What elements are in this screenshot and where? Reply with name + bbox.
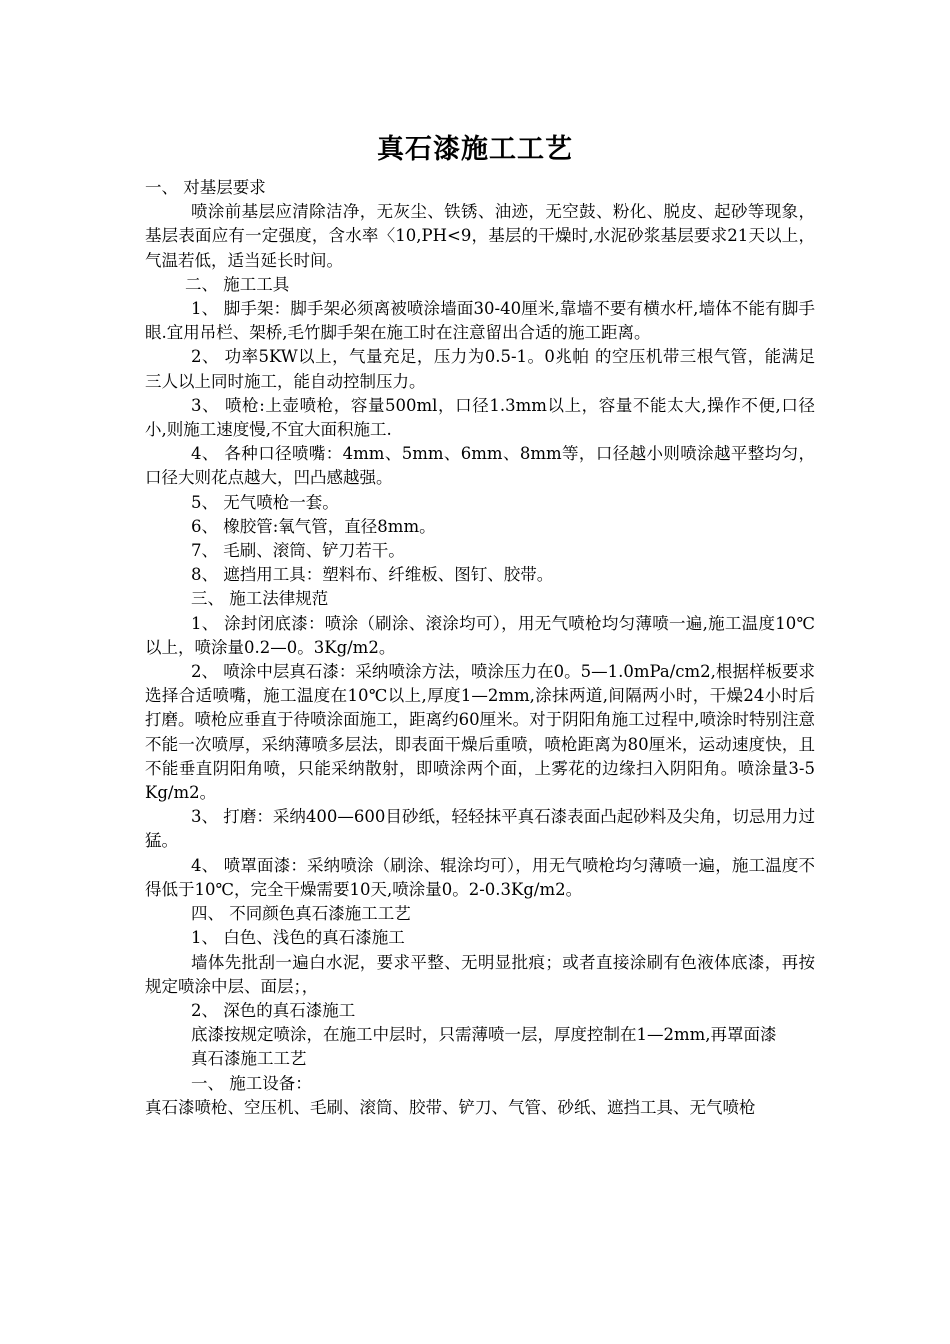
paragraph: 2、 深色的真石漆施工 [191, 1000, 356, 1020]
paragraph: 8、 遮挡用工具：塑料布、纤维板、图钉、胶带。 [191, 565, 554, 585]
paragraph: 墙体先批刮一遍白水泥，要求平整、无明显批痕；或者直接涂刷有色液体底漆，再按规定喷涂中层、面层；， [145, 952, 815, 996]
paragraph: 三、 施工法律规范 [191, 589, 329, 609]
paragraph: 4、 各种口径喷嘴：4mm、5mm、6mm、8mm等，口径越小则喷涂越平整均匀，口径大则花点越大，凹凸感越强。 [145, 444, 815, 488]
paragraph: 一、 对基层要求 [145, 178, 266, 197]
paragraph: 真石漆施工工艺 [191, 1049, 307, 1069]
paragraph: 2、 喷涂中层真石漆：采纳喷涂方法，喷涂压力在0。5—1.0mPa/cm2,根据样板要求选择合适喷嘴，施工温度在10℃以上,厚度1—2mm,涂抹两道,间隔两小时，干燥24小时后打磨。喷枪应垂直于待喷涂面施工，距离约60厘米。对于阴阳角施工过程中,喷涂时特别注意不能一次喷厚，采纳薄喷多层法，即表面干燥后重喷，喷枪距离为80厘米，运动速度快，且不能垂直阴阳角喷，只能采纳散射，即喷涂两个面，上雾花的边缘扫入阴阳角。喷涂量3-5 Kg/m2。 [145, 662, 815, 803]
paragraph: 四、 不同颜色真石漆施工工艺 [191, 904, 411, 924]
paragraph: 1、 涂封闭底漆：喷涂（刷涂、滚涂均可），用无气喷枪均匀薄喷一遍,施工温度10℃以上，喷涂量0.2—0。3Kg/m2。 [145, 613, 815, 657]
paragraph: 4、 喷罩面漆：采纳喷涂（刷涂、辊涂均可），用无气喷枪均匀薄喷一遍，施工温度不得低于10℃，完全干燥需要10天,喷涂量0。2-0.3Kg/m2。 [145, 855, 815, 899]
paragraph: 6、 橡胶管:氧气管，直径8mm。 [191, 516, 436, 536]
paragraph: 真石漆喷枪、空压机、毛刷、滚筒、胶带、铲刀、气管、砂纸、遮挡工具、无气喷枪 [145, 1097, 756, 1117]
paragraph: 1、 脚手架：脚手架必须离被喷涂墙面30-40厘米,靠墙不要有横水杆,墙体不能有脚手眼.宜用吊栏、架桥,毛竹脚手架在施工时在注意留出合适的施工距离。 [145, 299, 815, 343]
paragraph: 2、 功率5KW以上，气量充足，压力为0.5-1。0兆帕 的空压机带三根气管，能满足三人以上同时施工，能自动控制压力。 [145, 347, 815, 391]
paragraph: 5、 无气喷枪一套。 [191, 492, 339, 512]
paragraph: 底漆按规定喷涂，在施工中层时，只需薄喷一层，厚度控制在1—2mm,再罩面漆 [191, 1025, 777, 1045]
paragraph: 喷涂前基层应清除洁净，无灰尘、铁锈、油迹，无空鼓、粉化、脱皮、起砂等现象，基层表面应有一定强度，含水率〈10,PH<9，基层的干燥时,水泥砂浆基层要求21天以上，气温若低，适当延长时间。 [145, 202, 815, 270]
paragraph: 3、 喷枪:上壶喷枪，容量500ml，口径1.3mm以上，容量不能太大,操作不便,口径小,则施工速度慢,不宜大面积施工. [145, 395, 815, 440]
paragraph: 二、 施工工具 [185, 274, 290, 294]
paragraph: 一、 施工设备： [191, 1073, 312, 1093]
paragraph: 7、 毛刷、滚筒、铲刀若干。 [191, 541, 405, 561]
paragraph: 3、 打磨：采纳400—600目砂纸，轻轻抹平真石漆表面凸起砂料及尖角，切忌用力过猛。 [145, 807, 815, 851]
document-title: 真石漆施工工艺 [377, 134, 573, 165]
document-body [145, 176, 815, 1120]
paragraph: 1、 白色、浅色的真石漆施工 [191, 928, 405, 948]
